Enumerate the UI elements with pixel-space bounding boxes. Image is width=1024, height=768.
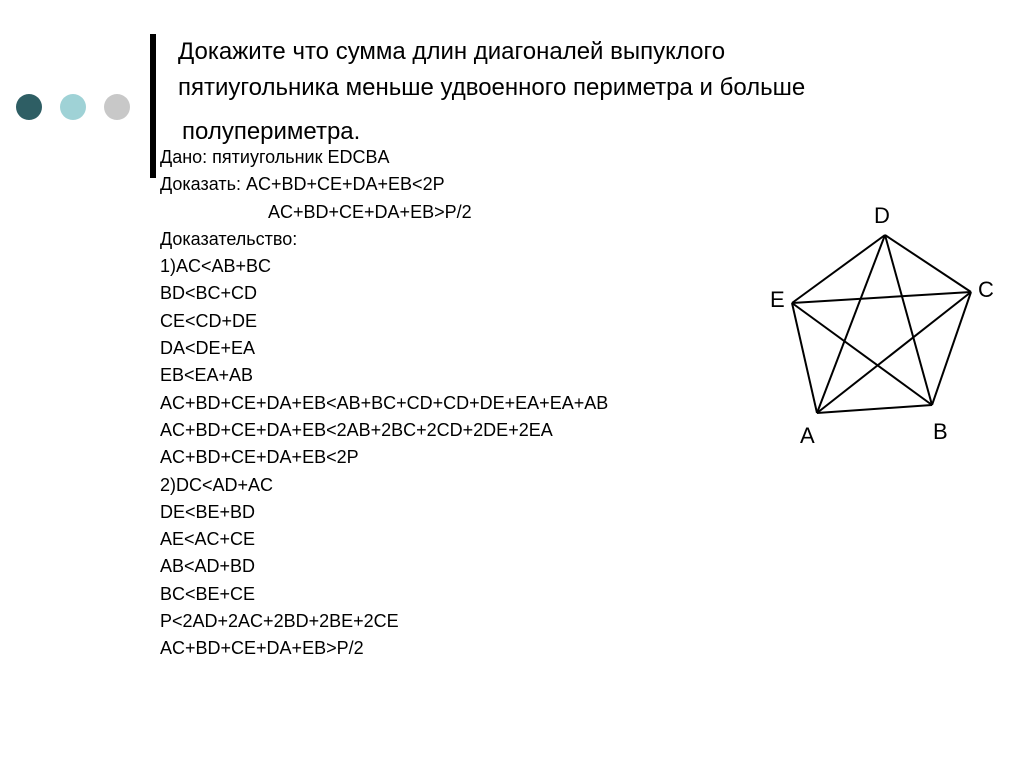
label-a: A xyxy=(800,423,815,448)
pentagon-figure xyxy=(760,195,1024,455)
given-line: Дано: пятиугольник EDCBA xyxy=(160,147,390,167)
proof-line: P<2AD+2AC+2BD+2BE+2CE xyxy=(160,611,399,632)
proof-text xyxy=(160,144,760,663)
prove-line: Доказать: AC+BD+CE+DA+EB<2P xyxy=(160,174,445,195)
proof-line: BC<BE+CE xyxy=(160,583,256,604)
decorative-dot-dark xyxy=(16,94,42,120)
diagonal-eb xyxy=(792,303,932,405)
side-cb xyxy=(932,292,971,405)
title-line-3: полупериметра. xyxy=(182,118,361,145)
label-d: D xyxy=(874,203,890,228)
proof-line: AE<AC+CE xyxy=(160,529,256,550)
proof-line: EB<EA+AB xyxy=(160,365,254,386)
proof-line: DE<BE+BD xyxy=(160,501,256,522)
title-line-2: пятиугольника меньше удвоенного периметра и больше xyxy=(178,74,806,101)
label-e: E xyxy=(770,287,785,312)
proof-line: 2)DC<AD+AC xyxy=(160,474,274,495)
diagonal-ce xyxy=(792,292,971,303)
label-c: C xyxy=(978,277,994,302)
proof-line: AC+BD+CE+DA+EB<2P xyxy=(160,447,359,468)
proof-line: 1)AC<AB+BC xyxy=(160,256,272,277)
proof-line: DA<DE+EA xyxy=(160,338,256,359)
decorative-dot-gray xyxy=(104,94,130,120)
proof-line: AC+BD+CE+DA+EB<AB+BC+CD+CD+DE+EA+EA+AB xyxy=(160,392,609,413)
slide-title xyxy=(178,34,978,150)
proof-line: AC+BD+CE+DA+EB<2AB+2BC+2CD+2DE+2EA xyxy=(160,419,553,440)
label-b: B xyxy=(933,419,948,444)
proof-heading: Доказательство: xyxy=(160,228,298,249)
title-accent-bar xyxy=(150,34,156,178)
proof-line: AC+BD+CE+DA+EB>P/2 xyxy=(160,638,364,659)
prove-line-2: AC+BD+CE+DA+EB>P/2 xyxy=(268,201,472,222)
proof-line: CE<CD+DE xyxy=(160,310,258,331)
proof-line: BD<BC+CD xyxy=(160,283,258,304)
side-ba xyxy=(817,405,932,413)
decorative-dot-light xyxy=(60,94,86,120)
proof-line: AB<AD+BD xyxy=(160,556,256,577)
title-line-1: Докажите что сумма длин диагоналей выпуклого xyxy=(178,38,726,65)
